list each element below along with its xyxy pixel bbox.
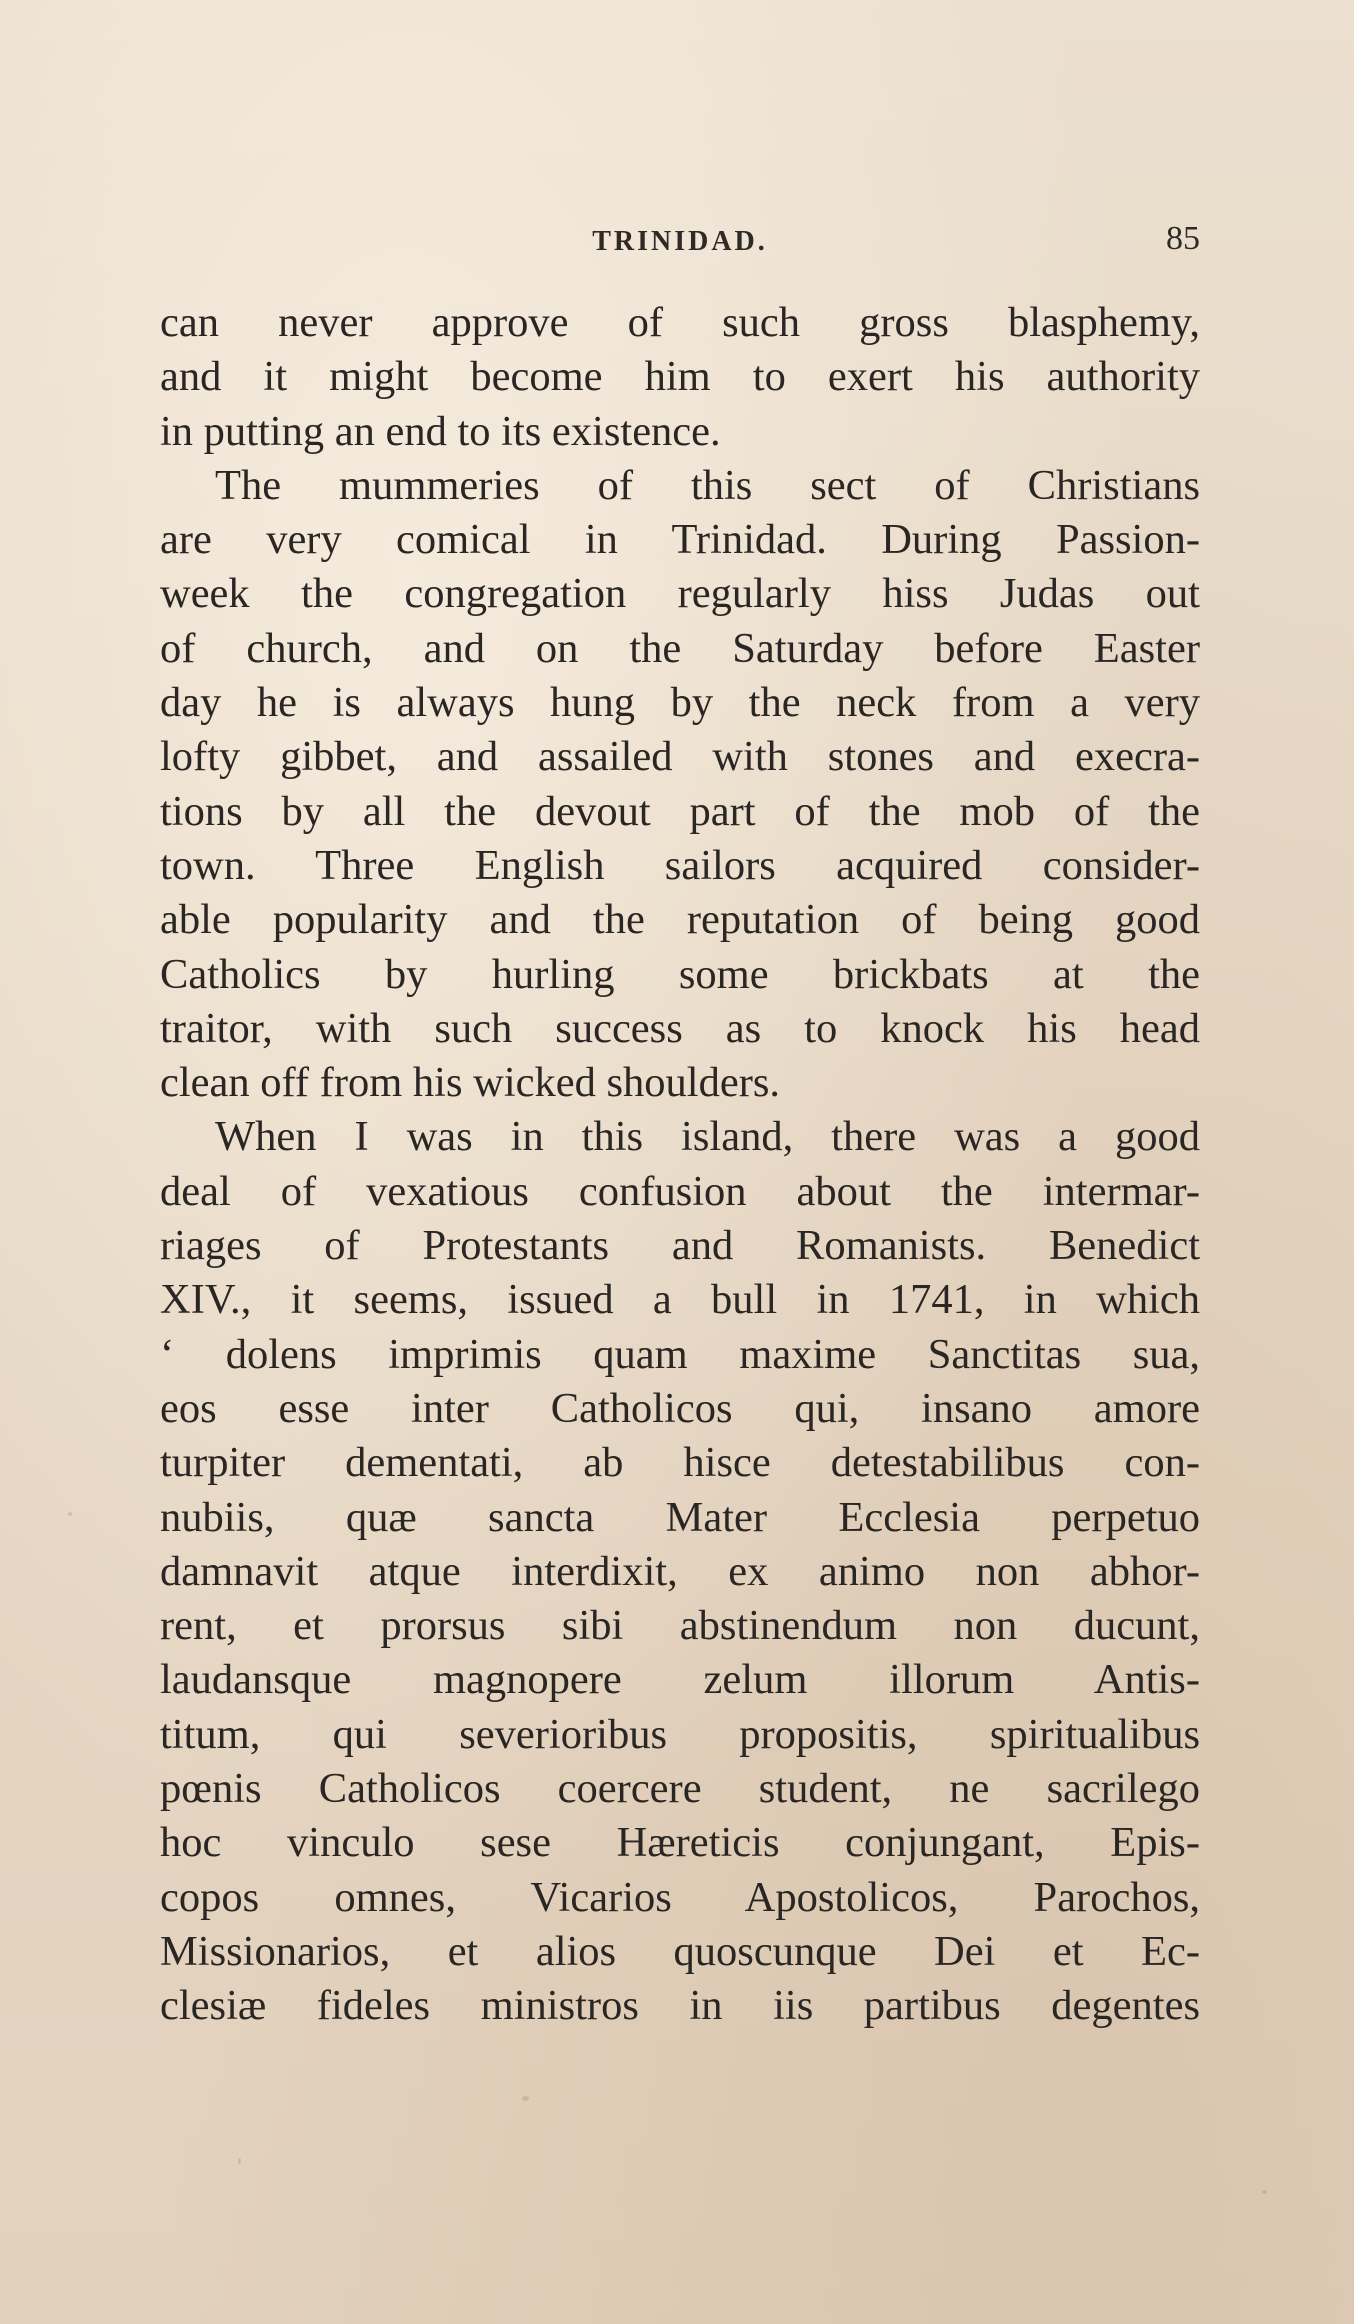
- text-line: lofty gibbet, and assailed with stones and execra-: [160, 733, 1200, 781]
- text-line: turpiter dementati, ab hisce detestabilibus con-: [160, 1439, 1200, 1487]
- paper-speck: [238, 2158, 241, 2164]
- text-line: riages of Protestants and Romanists. Benedict: [160, 1222, 1200, 1270]
- text-line: When I was in this island, there was a good: [215, 1113, 1200, 1161]
- text-line: Missionarios, et alios quoscunque Dei et Ec-: [160, 1927, 1200, 1975]
- text-line: Catholics by hurling some brickbats at the: [160, 950, 1200, 998]
- text-line: clean off from his wicked shoulders.: [160, 1059, 781, 1107]
- text-line: are very comical in Trinidad. During Passion-: [160, 516, 1200, 564]
- text-line: deal of vexatious confusion about the intermar-: [160, 1167, 1200, 1215]
- text-line: traitor, with such success as to knock his head: [160, 1004, 1200, 1052]
- text-line: The mummeries of this sect of Christians: [215, 461, 1200, 509]
- text-line: and it might become him to exert his authority: [160, 353, 1200, 401]
- paper-speck: [1262, 2190, 1267, 2194]
- text-line: week the congregation regularly hiss Judas out: [160, 570, 1200, 618]
- text-line: laudansque magnopere zelum illorum Antis-: [160, 1656, 1200, 1704]
- text-line: able popularity and the reputation of being good: [160, 896, 1200, 944]
- text-line: titum, qui severioribus propositis, spiritualibus: [160, 1710, 1200, 1758]
- text-line: town. Three English sailors acquired consider-: [160, 841, 1200, 889]
- paper-speck: [68, 1512, 72, 1516]
- text-line: pœnis Catholicos coercere student, ne sacrilego: [160, 1765, 1200, 1813]
- text-line: can never approve of such gross blasphemy,: [160, 299, 1200, 346]
- text-line: in putting an end to its existence.: [160, 407, 721, 455]
- text-line: eos esse inter Catholicos qui, insano amore: [160, 1384, 1200, 1432]
- paper-speck: [522, 2096, 529, 2101]
- text-line: day he is always hung by the neck from a very: [160, 679, 1200, 727]
- page-header: [160, 220, 1200, 266]
- text-line: of church, and on the Saturday before Easter: [160, 624, 1200, 672]
- text-line: nubiis, quæ sancta Mater Ecclesia perpetuo: [160, 1493, 1200, 1541]
- text-line: hoc vinculo sese Hæreticis conjungant, Epis-: [160, 1819, 1200, 1867]
- text-line: tions by all the devout part of the mob of the: [160, 787, 1200, 835]
- text-line: XIV., it seems, issued a bull in 1741, in which: [160, 1276, 1200, 1324]
- text-line: rent, et prorsus sibi abstinendum non ducunt,: [160, 1602, 1200, 1650]
- text-line: copos omnes, Vicarios Apostolicos, Parochos,: [160, 1873, 1200, 1921]
- text-line: ‘ dolens imprimis quam maxime Sanctitas sua,: [160, 1330, 1200, 1378]
- text-line: clesiæ fideles ministros in iis partibus degentes: [160, 1982, 1200, 2030]
- running-title: TRINIDAD.: [592, 226, 768, 257]
- body-text: [160, 296, 1200, 2034]
- text-line: damnavit atque interdixit, ex animo non abhor-: [160, 1547, 1200, 1595]
- page-number: 85: [1166, 220, 1200, 257]
